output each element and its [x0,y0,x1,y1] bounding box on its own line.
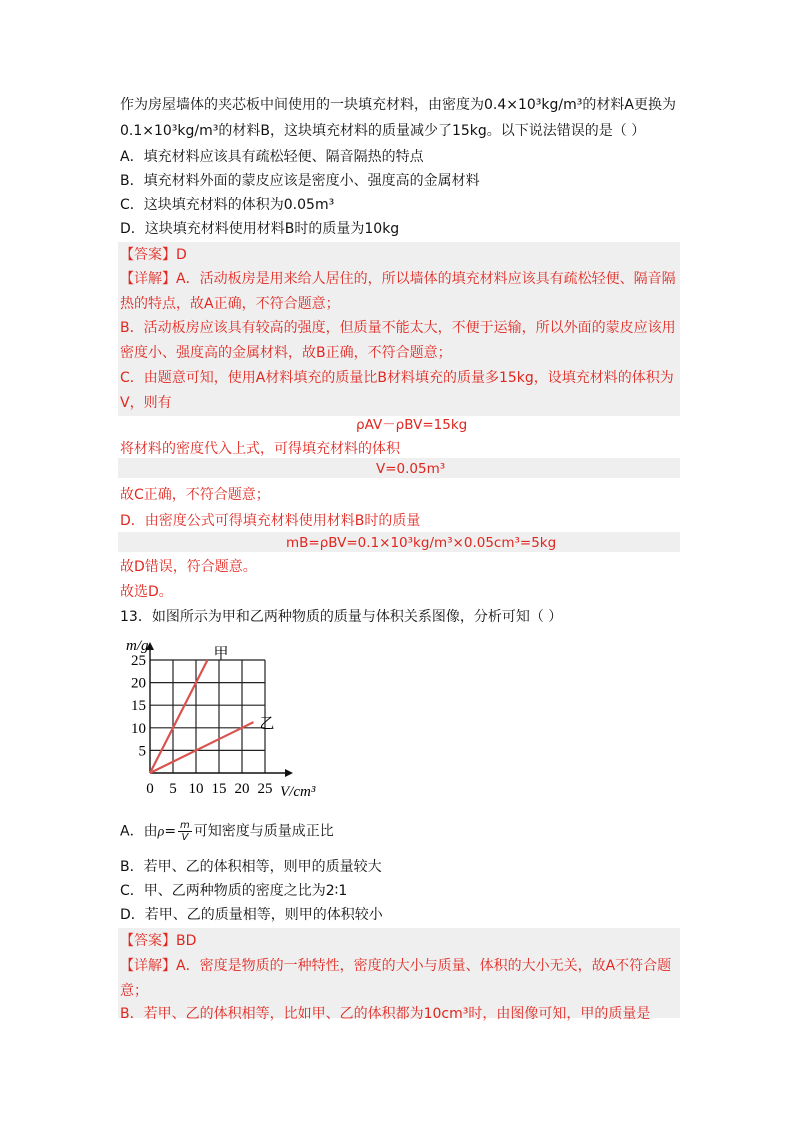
x-tick-label: 10 [188,781,204,797]
q12-detail-line-5: C．由题意可知，使用A材料填充的质量比B材料填充的质量多15kg，设填充材料的体积为 [120,370,674,386]
q12-answer: 【答案】D [120,247,187,263]
x-tick-label: 5 [169,781,177,797]
series-label: 乙 [259,714,275,733]
q13-option-b: B．若甲、乙的体积相等，则甲的质量较大 [120,859,382,875]
q12-equation-1: ρAV－ρBV=15kg [356,417,468,433]
m-over-v-fraction: $\frac{m}{V}$ [180,820,190,843]
y-tick-label: 10 [131,720,146,737]
q12-option-b: B．填充材料外面的蒙皮应该是密度小、强度高的金属材料 [120,173,480,189]
series-line-yi [150,722,254,773]
q12-stem-line-1: 作为房屋墙体的夹芯板中间使用的一块填充材料，由密度为0.4×10³kg/m³的材料A更换为 [120,97,676,113]
x-tick-label: 0 [146,781,154,797]
x-tick-label: 20 [234,781,250,797]
q13-detail-line-1: 【详解】A．密度是物质的一种特性，密度的大小与质量、体积的大小无关，故A不符合题 [120,958,672,974]
q13-stem: 13．如图所示为甲和乙两种物质的质量与体积关系图像，分析可知（ ） [120,609,563,625]
graph-ticks [131,653,273,797]
y-tick-label: 5 [138,743,146,760]
q13-option-a: A．由ρ= $\frac{m}{V}$ 可知密度与质量成正比 [120,820,334,843]
series-line-jia [150,660,208,773]
x-axis-arrow [285,769,293,777]
q12-equation-3: mB=ρBV=0.1×10³kg/m³×0.05cm³=5kg [286,535,557,551]
q12-detail-line-2: 热的特点，故A正确，不符合题意； [120,296,340,312]
graph-grid [150,660,265,773]
q12-option-a: A．填充材料应该具有疏松轻便、隔音隔热的特点 [120,149,424,165]
q13-option-d: D．若甲、乙的质量相等，则甲的体积较小 [120,907,383,923]
graph-series [150,644,275,773]
series-label: 甲 [213,644,229,662]
q12-stem-line-2: 0.1×10³kg/m³的材料B，这块填充材料的质量减少了15kg。以下说法错误的是（ ） [120,123,646,139]
q13-detail-line-2: 意； [120,983,148,999]
q12-detail-line-6: V，则有 [120,395,172,411]
y-tick-label: 15 [131,698,146,715]
rho-symbol: ρ [157,824,165,840]
y-axis-label: m/g [126,638,149,654]
q12-detail-line-3: B．活动板房应该具有较高的强度，但质量不能太大，不便于运输，所以外面的蒙皮应该用 [120,320,676,336]
q13-answer: 【答案】BD [120,933,197,949]
q12-conclusion-2: 故选D。 [120,584,173,600]
q12-after-eq1: 将材料的密度代入上式，可得填充材料的体积 [120,441,400,457]
y-tick-label: 20 [131,675,146,692]
x-tick-label: 15 [211,781,227,797]
q12-equation-2: V=0.05m³ [376,461,446,477]
q13-option-a-suffix: 可知密度与质量成正比 [193,823,334,840]
q12-detail-line-1: 【详解】A．活动板房是用来给人居住的，所以墙体的填充材料应该具有疏松轻便、隔音隔 [120,271,676,287]
q12-option-c: C．这块填充材料的体积为0.05m³ [120,197,335,213]
y-tick-label: 25 [131,653,146,669]
q12-after-eq2-line-1: 故C正确，不符合题意； [120,487,270,503]
q13-detail-line-3: B．若甲、乙的体积相等，比如甲、乙的体积都为10cm³时，由图像可知，甲的质量是 [120,1006,651,1022]
q12-conclusion-1: 故D错误，符合题意。 [120,559,257,575]
q12-detail-line-4: 密度小、强度高的金属材料，故B正确，不符合题意； [120,345,452,361]
q13-option-c: C．甲、乙两种物质的密度之比为2∶1 [120,883,348,899]
q13-option-a-prefix: A．由 [120,823,158,840]
x-tick-label: 25 [257,781,273,797]
x-axis-label: V/cm³ [280,784,316,800]
q12-option-d: D．这块填充材料使用材料B时的质量为10kg [120,221,400,237]
mass-volume-graph [120,636,340,806]
q12-after-eq2-line-2: D．由密度公式可得填充材料使用材料B时的质量 [120,513,421,529]
